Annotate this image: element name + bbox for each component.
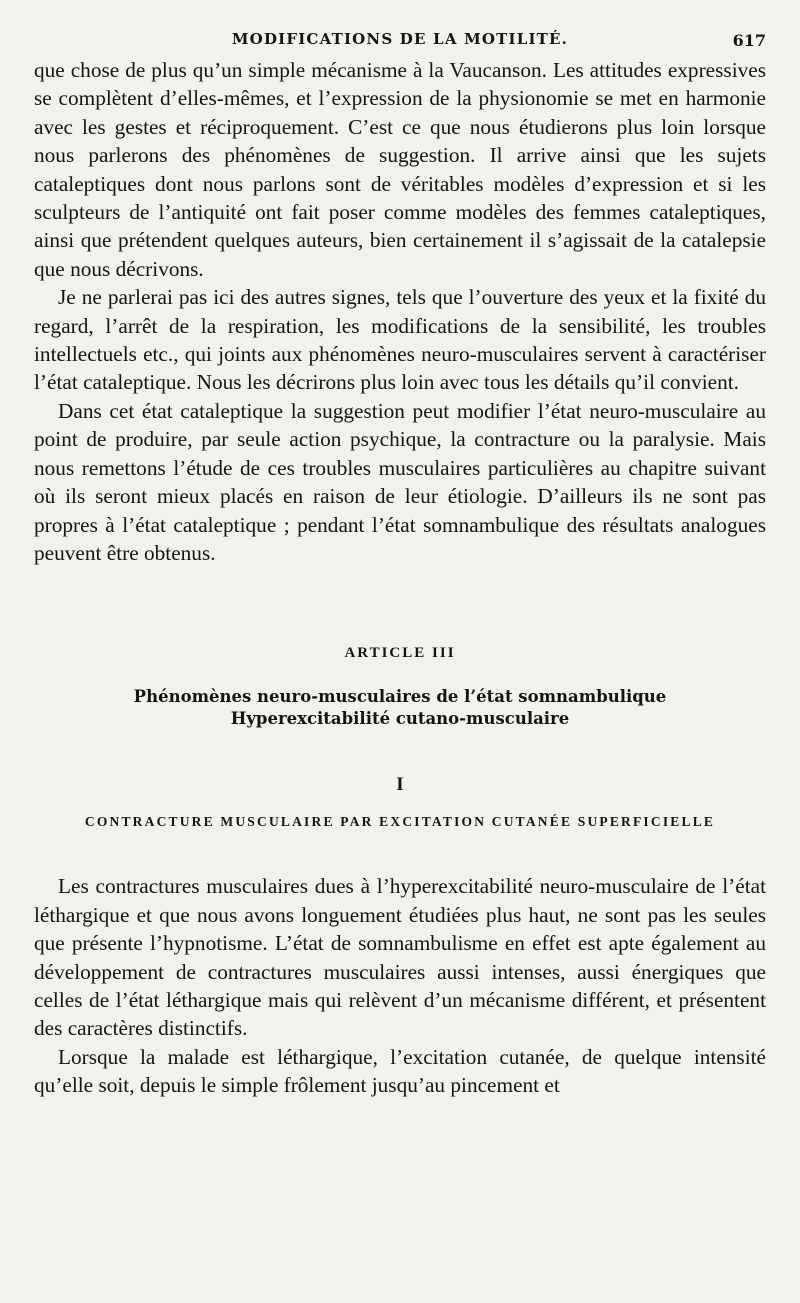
paragraph-4: Les contractures musculaires dues à l’hyperexcitabilité neuro-musculaire de l’état léthargique et que nous avons longuement étudiées plus haut, ne sont pas les seules que présente l’hypnotisme. L’état de somnambulisme en effet est apte également au développement de contractures musculaires aussi intenses, aussi énergiques que celles de l’état léthargique mais qui relèvent d’un mécanisme différent, et présentent des caractères distinctifs. <box>34 874 766 1041</box>
article-subtitle-2: Hyperexcitabilité cutano-musculaire <box>230 709 570 729</box>
running-header <box>34 0 766 56</box>
paragraph-2: Je ne parlerai pas ici des autres signes, tels que l’ouverture des yeux et la fixité du regard, l’arrêt de la respiration, les modifications de la sensibilité, les troubles intellectuels etc., qui joints aux phénomènes neuro-musculaires servent à caractériser l’état cataleptique. Nous les décrirons plus loin avec tous les détails qu’il convient. <box>34 285 766 395</box>
article-subheadings <box>34 686 766 730</box>
section-title: CONTRACTURE MUSCULAIRE PAR EXCITATION CUTANÉE SUPERFICIELLE <box>84 814 716 830</box>
paragraph-5: Lorsque la malade est léthargique, l’excitation cutanée, de quelque intensité qu’elle soit, depuis le simple frôlement jusqu’au pincement et <box>34 1044 766 1098</box>
section-number: I <box>396 774 404 796</box>
paragraph-3: Dans cet état cataleptique la suggestion peut modifier l’état neuro-musculaire au point de produire, par seule action psychique, la contracture ou la paralysie. Mais nous remettons l’étude de ces troubles musculaires particulières au chapitre suivant où ils seront mieux placés en raison de leur étiologie. D’ailleurs ils ne sont pas propres à l’état cataleptique ; pendant l’état somnambulique des résultats analogues peuvent être obtenus. <box>34 398 766 565</box>
paragraph-1: que chose de plus qu’un simple mécanisme à la Vaucanson. Les attitudes expressives se complètent d’elles-mêmes, et l’expression de la physionomie se met en harmonie avec les gestes et réciproquement. C’est ce que nous étudierons plus loin lorsque nous parlerons des phénomènes de suggestion. Il arrive ainsi que les sujets cataleptiques dont nous parlons sont de véritables modèles d’expression et si les sculpteurs de l’antiquité ont fait poser comme modèles des femmes cataleptiques, ainsi que prétendent quelques auteurs, bien certainement il s’agissait de la catalepsie que nous décrivons. <box>34 58 766 281</box>
page-number: 617 <box>732 31 766 50</box>
running-title: MODIFICATIONS DE LA MOTILITÉ. <box>231 30 569 48</box>
section-body <box>34 872 766 1099</box>
article-heading: ARTICLE III <box>344 645 456 662</box>
article-subtitle-1: Phénomènes neuro-musculaires de l’état somnambulique <box>133 687 667 707</box>
